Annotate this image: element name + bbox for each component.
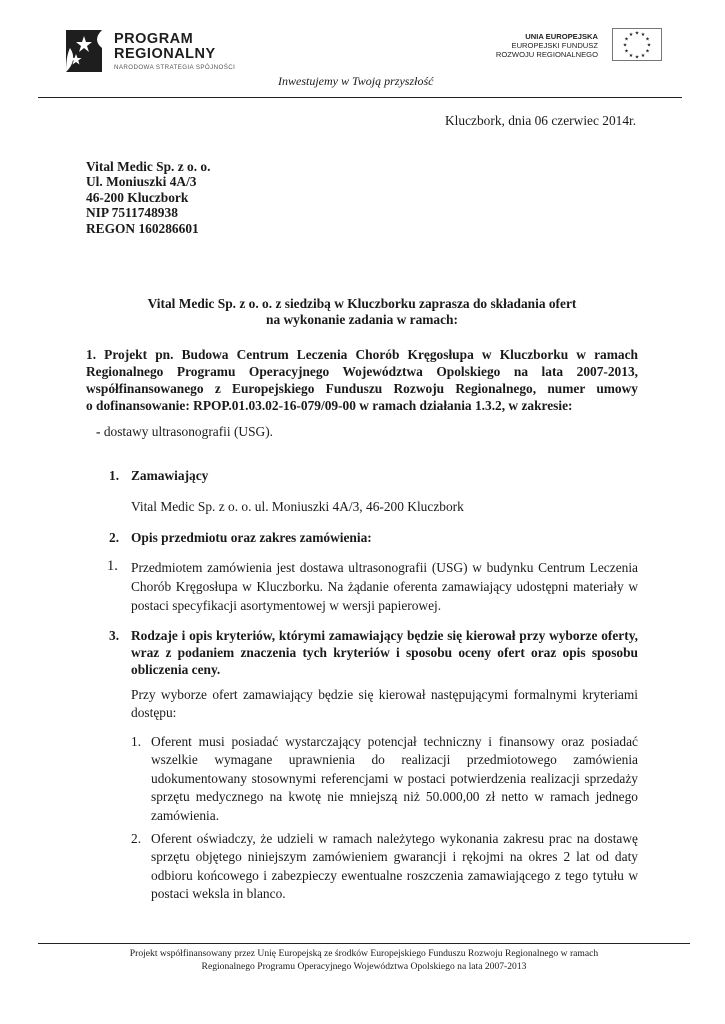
address-line: REGON 160286601 xyxy=(86,220,199,236)
svg-text:★: ★ xyxy=(634,30,640,37)
criterion-line: sprzętu medycznego na kwotę nie mniejszą niż 50.000,00 zł netto w ramach jednego xyxy=(151,789,638,805)
criterion-line: wszelkie wymagane uprawnienia do realizacji przedmiotowego zamówienia xyxy=(151,752,638,768)
svg-text:★: ★ xyxy=(646,42,652,49)
svg-text:★: ★ xyxy=(634,54,640,61)
logo-strategy-text: NARODOWA STRATEGIA SPÓJNOŚCI xyxy=(114,64,236,71)
project-description xyxy=(86,346,638,414)
section-3-title-line: wraz z podaniem znaczenia tych kryteriów i sposobu oceny ofert oraz opis sposobu xyxy=(131,645,638,660)
criterion-line: Oferent musi posiadać wystarczający potencjał techniczny i finansowy oraz posiadać xyxy=(151,734,638,749)
invitation-line: Vital Medic Sp. z o. o. z siedzibą w Kluczborku zaprasza do składania ofert xyxy=(147,296,577,311)
footer-note xyxy=(38,947,690,973)
svg-text:★: ★ xyxy=(624,36,629,43)
criterion-line: sprzętu objętego niniejszym zamówieniem gwarancji i rękojmi na okres 2 lat od daty xyxy=(151,849,638,865)
section-3-number: 3. xyxy=(109,628,120,643)
scope-text: dostawy ultrasonografii (USG). xyxy=(103,424,274,439)
footer-line: Regionalnego Programu Operacyjnego Województwa Opolskiego na lata 2007-2013 xyxy=(201,961,527,972)
logo-regionalny-text: REGIONALNY xyxy=(114,46,216,62)
scope-dash: - xyxy=(96,424,104,439)
section-2-item-line: Przedmiotem zamówienia jest dostawa ultrasonografii (USG) w budynku Centrum Leczenia xyxy=(131,560,638,575)
svg-text:★: ★ xyxy=(628,32,634,38)
svg-text:★: ★ xyxy=(622,42,628,49)
section-2-title: Opis przedmiotu oraz zakres zamówienia: xyxy=(131,530,372,545)
eu-regional-text: ROZWOJU REGIONALNEGO xyxy=(495,50,598,59)
header-motto: Inwestujemy w Twoją przyszłość xyxy=(278,74,434,88)
section-2-item-body xyxy=(131,558,638,615)
svg-text:★: ★ xyxy=(645,36,650,43)
section-2-number: 2. xyxy=(109,530,120,545)
section-3-intro xyxy=(131,686,638,722)
section-3-title-line: Rodzaje i opis kryteriów, którymi zamawiający będzie się kierował przy wyborze oferty, xyxy=(131,628,638,643)
svg-text:★: ★ xyxy=(624,48,629,55)
sender-address xyxy=(86,159,210,236)
section-2-item-line: Chorób Kręgosłupa w Kluczborku. Na żądanie oferenta zamawiający udostępni materiały w xyxy=(131,579,638,594)
address-line: Ul. Moniuszki 4A/3 xyxy=(86,174,197,190)
section-1-title: Zamawiający xyxy=(131,468,209,483)
project-line: współfinansowanego z Europejskiego Funduszu Rozwoju Regionalnego, numer umowy xyxy=(86,381,638,396)
section-1-body: Vital Medic Sp. z o. o. ul. Moniuszki 4A/3, 46-200 Kluczbork xyxy=(131,499,464,514)
address-line: NIP 7511748938 xyxy=(86,205,178,221)
section-3-title xyxy=(131,627,638,678)
eu-fund-text: EUROPEJSKI FUNDUSZ xyxy=(511,41,598,50)
criterion-1-number: 1. xyxy=(131,734,142,749)
criterion-line: postaci weksla in blanco. xyxy=(151,886,286,902)
section-3-title-line: obliczenia ceny. xyxy=(131,662,221,677)
address-line: Vital Medic Sp. z o. o. xyxy=(86,159,211,174)
logo-program-text: PROGRAM xyxy=(114,31,194,47)
program-regionalny-logo xyxy=(62,24,252,80)
section-1-number: 1. xyxy=(109,468,120,483)
section-2-item-number: 1. xyxy=(107,558,118,574)
eu-flag-icon xyxy=(612,28,662,61)
svg-text:★: ★ xyxy=(640,53,646,59)
criterion-line: Oferent oświadczy, że udzieli w ramach należytego wykonania zakresu prac na dostawę xyxy=(151,831,638,846)
eu-label xyxy=(480,32,598,59)
criterion-2-number: 2. xyxy=(131,831,142,846)
section-2-item-line: postaci specyfikacji asortymentowej w wersji papierowej. xyxy=(131,598,442,613)
section-3-intro-line: Przy wyborze ofert zamawiający będzie się kierował następującymi formalnymi kryteriami xyxy=(131,687,638,702)
invitation-line: na wykonanie zadania w ramach: xyxy=(266,311,458,327)
project-line: o dofinansowanie: RPOP.01.03.02-16-079/09-00 w ramach działania 1.3.2, w zakresie: xyxy=(86,398,573,413)
place-date: Kluczbork, dnia 06 czerwiec 2014r. xyxy=(445,113,637,128)
scope-item xyxy=(96,423,273,440)
footer-line: Projekt współfinansowany przez Unię Europejską ze środków Europejskiego Funduszu Rozwoju Regionalnego w ramach xyxy=(129,948,599,959)
header-divider xyxy=(38,97,682,98)
svg-text:★: ★ xyxy=(645,48,650,55)
project-line: 1. Projekt pn. Budowa Centrum Leczenia Chorób Kręgosłupa w Kluczborku w ramach xyxy=(86,347,638,362)
eu-union-text: UNIA EUROPEJSKA xyxy=(525,32,598,41)
svg-text:★: ★ xyxy=(628,53,634,59)
criterion-line: odbioru końcowego i zabezpieczy ewentualne roszczenia zamawiającego z tego tytułu w xyxy=(151,867,638,883)
program-regionalny-flag-icon xyxy=(62,26,106,76)
criterion-2-body xyxy=(151,830,638,904)
footer-divider xyxy=(38,943,690,944)
criterion-line: udokumentowany stosownymi referencjami w postaci potwierdzenia realizacji sprzedaży xyxy=(151,770,638,786)
project-line: Regionalnego Programu Operacyjnego Województwa Opolskiego na lata 2007-2013, xyxy=(86,364,638,379)
svg-text:★: ★ xyxy=(640,32,646,38)
criterion-line: zamówienia. xyxy=(151,807,220,823)
section-3-intro-line: dostępu: xyxy=(131,705,177,720)
invitation-heading xyxy=(86,296,638,327)
address-line: 46-200 Kluczbork xyxy=(86,189,189,205)
criterion-1-body xyxy=(151,733,638,825)
